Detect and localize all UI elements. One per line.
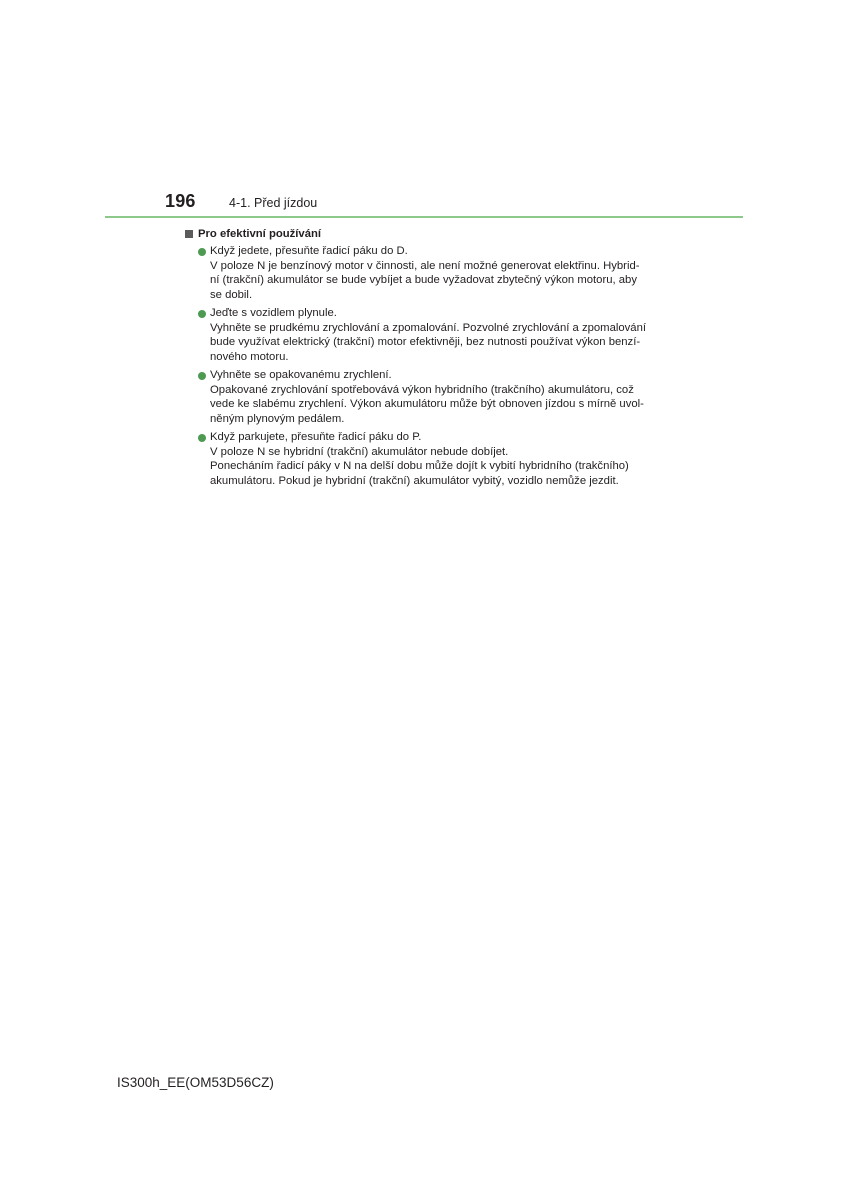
tips-list: [185, 244, 665, 488]
bullet-dot-icon: [198, 248, 206, 256]
page-header: [0, 0, 848, 220]
header-divider: [105, 216, 743, 218]
section-heading: [185, 227, 665, 242]
list-item: [185, 430, 665, 488]
bullet-dot-icon: [198, 310, 206, 318]
square-bullet-icon: [185, 230, 193, 238]
section-title: 4-1. Před jízdou: [229, 196, 318, 210]
bullet-dot-icon: [198, 372, 206, 380]
document-code: IS300h_EE(OM53D56CZ): [117, 1075, 274, 1090]
list-item: [185, 244, 665, 302]
section-heading-text: Pro efektivní používání: [198, 228, 322, 240]
list-item: [185, 368, 665, 426]
page-content: [185, 225, 665, 492]
list-item-body: Vyhněte se prudkému zrychlování a zpomalování. Pozvolné zrychlování a zpomalování bude využívat elektrický (trakční) motor efektivněji, bez nutnosti používat výkon benzí- nového motoru.: [210, 321, 647, 363]
list-item-body: V poloze N se hybridní (trakční) akumulátor nebude dobíjet. Ponecháním řadicí páky v N na delší dobu může dojít k vybití hybridního (trakčního) akumulátoru. Pokud je hybridní (trakční) akumulátor vybitý, vozidlo nemůže jezdit.: [210, 445, 629, 487]
list-item-lead: Jeďte s vozidlem plynule.: [210, 307, 337, 319]
list-item-lead: Vyhněte se opakovanému zrychlení.: [210, 369, 392, 381]
list-item-body: V poloze N je benzínový motor v činnosti, ale není možné generovat elektřinu. Hybrid- ní (trakční) akumulátor se bude vybíjet a bude vyžadovat zbytečný výkon motoru, aby se dobil.: [210, 259, 640, 301]
list-item: [185, 306, 665, 364]
bullet-dot-icon: [198, 434, 206, 442]
list-item-lead: Když parkujete, přesuňte řadicí páku do P.: [210, 431, 422, 443]
page-number: 196: [165, 191, 196, 211]
list-item-lead: Když jedete, přesuňte řadicí páku do D.: [210, 245, 408, 257]
list-item-body: Opakované zrychlování spotřebovává výkon hybridního (trakčního) akumulátoru, což vede ke slabému zrychlení. Výkon akumulátoru může být obnoven jízdou s mírně uvol- něným plynovým pedálem.: [210, 383, 644, 425]
